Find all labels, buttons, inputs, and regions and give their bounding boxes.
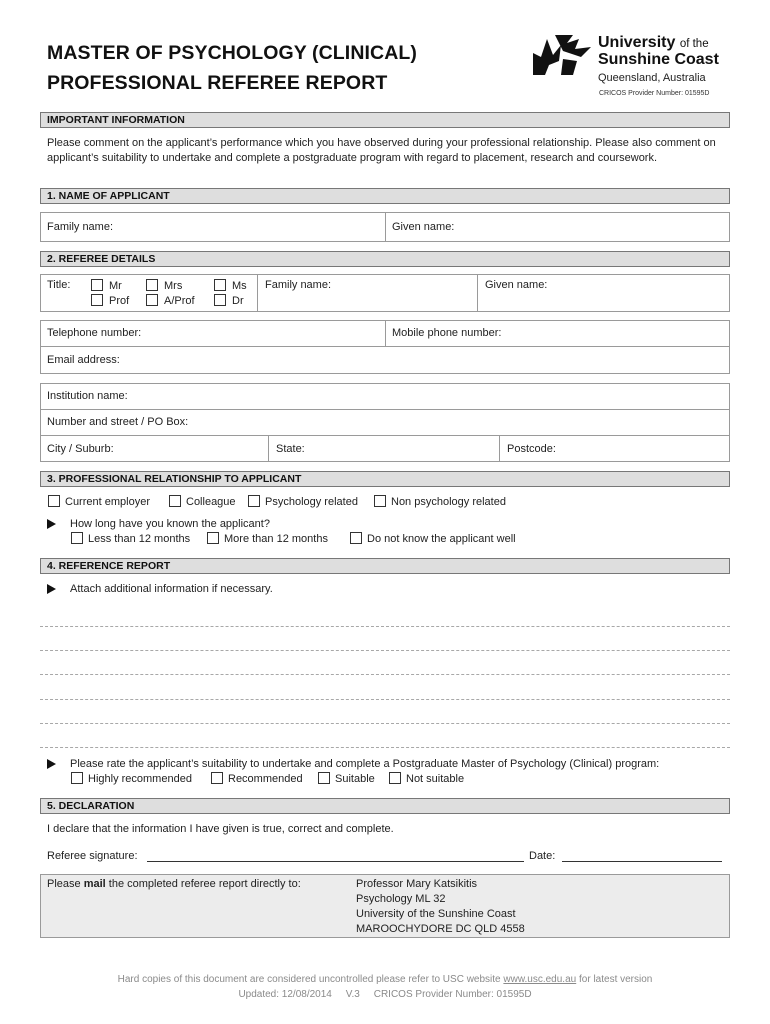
- non-psychology-related-label: Non psychology related: [391, 496, 506, 508]
- street-label: Number and street / PO Box:: [47, 416, 189, 428]
- psychology-related-label: Psychology related: [265, 496, 358, 508]
- report-line[interactable]: [40, 674, 730, 675]
- arrow-right-icon: [47, 584, 56, 594]
- referee-given-name-label: Given name:: [485, 279, 548, 291]
- city-label: City / Suburb:: [47, 443, 114, 455]
- logo-sunshine-coast: Sunshine Coast: [598, 51, 719, 68]
- section-3-heading: 3. PROFESSIONAL RELATIONSHIP TO APPLICANT: [40, 471, 730, 487]
- report-line[interactable]: [40, 650, 730, 651]
- telephone-label: Telephone number:: [47, 327, 142, 339]
- date-line[interactable]: [562, 861, 722, 862]
- applicant-family-name-label: Family name:: [47, 221, 114, 233]
- footer-version: Updated: 12/08/2014 V.3 CRICOS Provider Number: 01595D: [238, 989, 532, 1000]
- address-line-4: MAROOCHYDORE DC QLD 4558: [356, 923, 525, 935]
- section-1-heading: 1. NAME OF APPLICANT: [40, 188, 730, 204]
- attach-note: Attach additional information if necessary.: [70, 583, 273, 595]
- mobile-label: Mobile phone number:: [392, 327, 502, 339]
- colleague-checkbox[interactable]: [169, 495, 181, 507]
- title-mr-checkbox[interactable]: [91, 279, 103, 291]
- not-suitable-checkbox[interactable]: [389, 772, 401, 784]
- title-line-2: PROFESSIONAL REFEREE REPORT: [47, 72, 388, 94]
- suitable-label: Suitable: [335, 773, 375, 785]
- more-than-12-months-label: More than 12 months: [224, 533, 328, 545]
- state-label: State:: [276, 443, 305, 455]
- title-ms-checkbox[interactable]: [214, 279, 226, 291]
- non-psychology-related-checkbox[interactable]: [374, 495, 386, 507]
- title-mr-label: Mr: [109, 280, 122, 292]
- report-line[interactable]: [40, 699, 730, 700]
- title-prof-checkbox[interactable]: [91, 294, 103, 306]
- address-line-2: Psychology ML 32: [356, 893, 446, 905]
- address-line-1: Professor Mary Katsikitis: [356, 878, 478, 890]
- title-mrs-checkbox[interactable]: [146, 279, 158, 291]
- section-5-heading: 5. DECLARATION: [40, 798, 730, 814]
- logo-queensland: Queensland, Australia: [598, 72, 706, 84]
- title-aprof-checkbox[interactable]: [146, 294, 158, 306]
- recommended-checkbox[interactable]: [211, 772, 223, 784]
- mail-instruction: Please mail the completed referee report directly to:: [47, 878, 301, 890]
- usc-logo-icon: [533, 35, 593, 75]
- form-title: [47, 38, 417, 98]
- email-label: Email address:: [47, 354, 120, 366]
- less-than-12-months-checkbox[interactable]: [71, 532, 83, 544]
- report-line[interactable]: [40, 626, 730, 627]
- footer-disclaimer: Hard copies of this document are considered uncontrolled please refer to USC website www.usc.edu.au for latest version: [117, 974, 653, 985]
- title-ms-label: Ms: [232, 280, 247, 292]
- suitable-checkbox[interactable]: [318, 772, 330, 784]
- address-line-3: University of the Sunshine Coast: [356, 908, 516, 920]
- colleague-label: Colleague: [186, 496, 236, 508]
- date-label: Date:: [529, 850, 556, 862]
- psychology-related-checkbox[interactable]: [248, 495, 260, 507]
- title-dr-label: Dr: [232, 295, 244, 307]
- not-suitable-label: Not suitable: [406, 773, 465, 785]
- arrow-right-icon: [47, 759, 56, 769]
- do-not-know-label: Do not know the applicant well: [367, 533, 516, 545]
- section-2-heading: 2. REFEREE DETAILS: [40, 251, 730, 267]
- known-duration-question: How long have you known the applicant?: [70, 518, 270, 530]
- institution-label: Institution name:: [47, 390, 128, 402]
- referee-title-label: Title:: [47, 279, 71, 291]
- title-mrs-label: Mrs: [164, 280, 183, 292]
- important-info-heading: IMPORTANT INFORMATION: [40, 112, 730, 128]
- title-prof-label: Prof: [109, 295, 130, 307]
- less-than-12-months-label: Less than 12 months: [88, 533, 191, 545]
- more-than-12-months-checkbox[interactable]: [207, 532, 219, 544]
- highly-recommended-label: Highly recommended: [88, 773, 192, 785]
- highly-recommended-checkbox[interactable]: [71, 772, 83, 784]
- usc-website-link[interactable]: www.usc.edu.au: [503, 974, 577, 985]
- title-dr-checkbox[interactable]: [214, 294, 226, 306]
- recommended-label: Recommended: [228, 773, 303, 785]
- current-employer-checkbox[interactable]: [48, 495, 60, 507]
- declaration-statement: I declare that the information I have given is true, correct and complete.: [47, 823, 394, 835]
- signature-label: Referee signature:: [47, 850, 138, 862]
- postcode-label: Postcode:: [507, 443, 556, 455]
- report-line[interactable]: [40, 747, 730, 748]
- applicant-given-name-label: Given name:: [392, 221, 455, 233]
- current-employer-label: Current employer: [65, 496, 150, 508]
- title-line-1: MASTER OF PSYCHOLOGY (CLINICAL): [47, 42, 417, 64]
- cricos-number: CRICOS Provider Number: 01595D: [599, 90, 710, 97]
- usc-logo: [533, 34, 718, 98]
- title-aprof-label: A/Prof: [164, 295, 195, 307]
- referee-family-name-label: Family name:: [265, 279, 332, 291]
- important-info-text: Please comment on the applicant’s performance which you have observed during your professional relationship. Please also comment on applicant’s suitability to undertake and complete a postgraduate program with regard to placement, research and coursework.: [47, 137, 716, 164]
- signature-line[interactable]: [147, 861, 524, 862]
- section-4-heading: 4. REFERENCE REPORT: [40, 558, 730, 574]
- logo-university: University of the: [598, 34, 709, 51]
- report-line[interactable]: [40, 723, 730, 724]
- arrow-right-icon: [47, 519, 56, 529]
- do-not-know-checkbox[interactable]: [350, 532, 362, 544]
- referee-name-box: [40, 274, 730, 312]
- rate-question: Please rate the applicant’s suitability to undertake and complete a Postgraduate Master of Psychology (Clinical) program:: [70, 758, 660, 770]
